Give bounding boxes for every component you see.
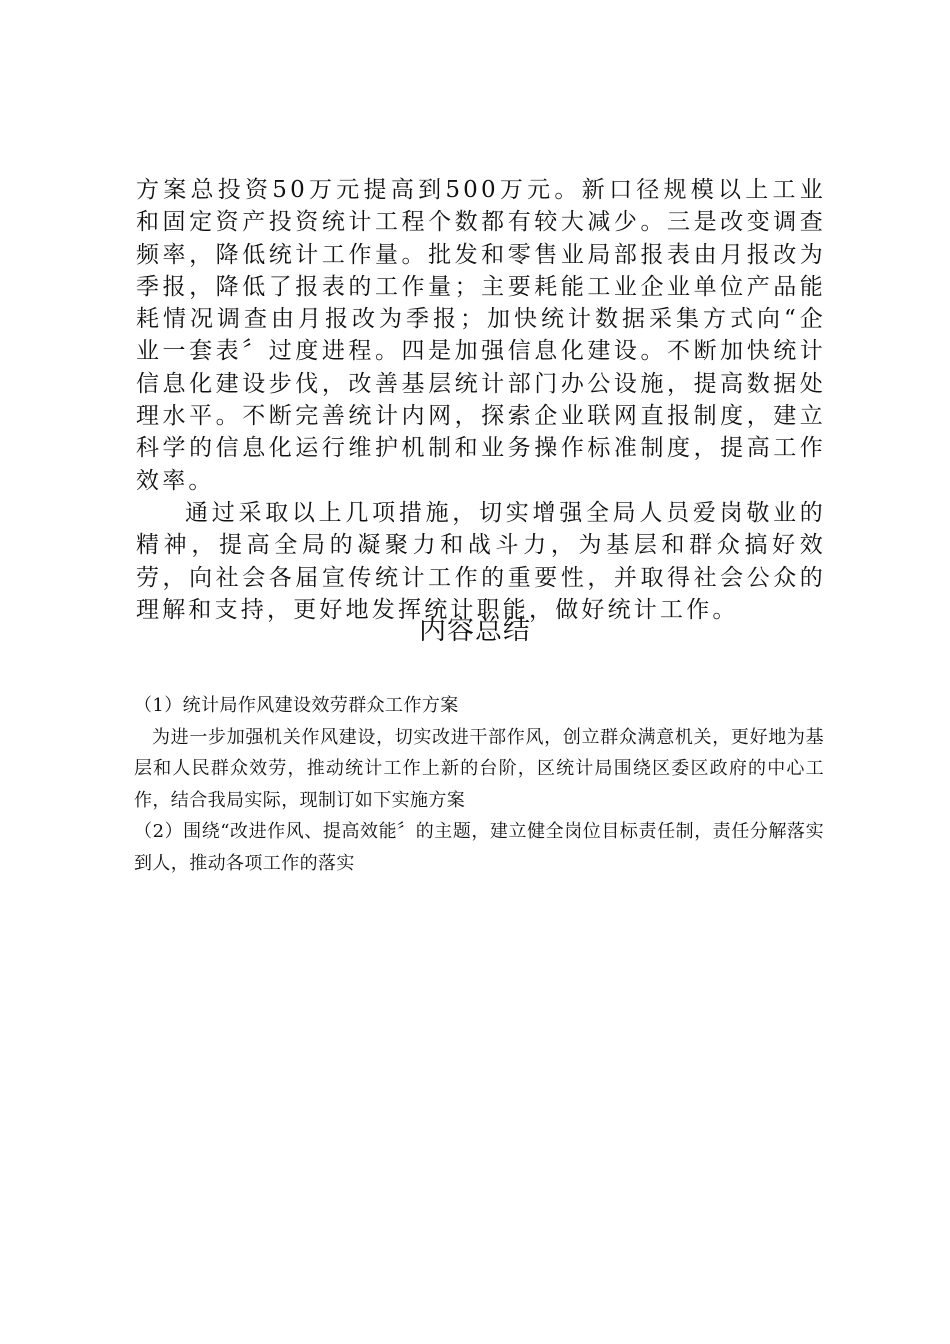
summary-item-2: 为进一步加强机关作风建设，切实改进干部作风，创立群众满意机关，更好地为基层和人民群众效劳，推动统计工作上新的台阶，区统计局围绕区委区政府的中心工作，结合我局实际，现制订如下实施方案 xyxy=(134,726,824,811)
body-paragraph-2: 通过采取以上几项措施，切实增强全局人员爱岗敬业的精神，提高全局的凝聚力和战斗力，为基层和群众搞好效劳，向社会各届宣传统计工作的重要性，并取得社会公众的理解和支持，更好地发挥统计职能，做好统计工作。 xyxy=(136,499,826,623)
body-paragraph-1: 方案总投资50万元提高到500万元。新口径规模以上工业和固定资产投资统计工程个数都有较大减少。三是改变调查频率，降低统计工作量。批发和零售业局部报表由月报改为季报，降低了报表的工作量；主要耗能工业企业单位产品能耗情况调查由月报改为季报；加快统计数据采集方式向“企业一套表〞过度进程。四是加强信息化建设。不断加快统计信息化建设步伐，改善基层统计部门办公设施，提高数据处理水平。不断完善统计内网，探索企业联网直报制度，建立科学的信息化运行维护机制和业务操作标准制度，提高工作效率。 xyxy=(136,177,826,494)
summary-item-1: （1）统计局作风建设效劳群众工作方案 xyxy=(134,695,459,716)
body-text xyxy=(136,174,826,626)
summary-title: 内容总结 xyxy=(419,615,531,646)
summary-section xyxy=(134,690,824,879)
summary-item-3: （2）围绕“改进作风、提高效能〞的主题，建立健全岗位目标责任制，责任分解落实到人，推动各项工作的落实 xyxy=(134,821,824,874)
